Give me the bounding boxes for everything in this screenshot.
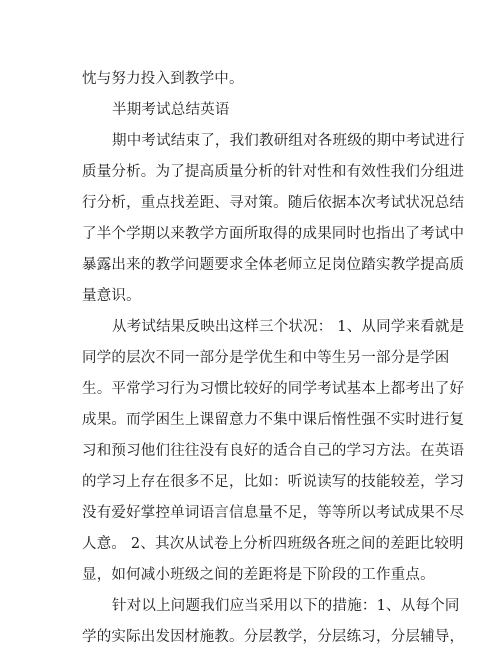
text-line: 忱与努力投入到教学中。 (82, 71, 244, 87)
paragraph-line: 从考试结果反映出这样三个状况： 1、从同学来看就是 (112, 319, 465, 335)
paragraph-line: 学的实际出发因材施教。分层教学，分层练习，分层辅导， (82, 629, 465, 645)
paragraph-line: 针对以上问题我们应当采用以下的措施：1、从每个同 (112, 598, 460, 614)
paragraph-line: 生。平常学习行为习惯比较好的同学考试基本上都考出了好 (82, 381, 465, 397)
paragraph-line: 习和预习他们往往没有良好的适合自己的学习方法。在英语 (82, 443, 465, 459)
paragraph-line: 了半个学期以来教学方面所取得的成果同时也指出了考试中 (82, 226, 465, 242)
paragraph-line: 成果。而学困生上课留意力不集中课后惰性强不实时进行复 (82, 412, 465, 428)
section-heading: 半期考试总结英语 (112, 102, 230, 118)
paragraph-line: 行分析，重点找差距、寻对策。随后依据本次考试状况总结 (82, 195, 465, 211)
paragraph-line: 没有爱好掌控单词语言信息量不足，等等所以考试成果不尽 (82, 505, 465, 521)
paragraph-line: 质量分析。为了提高质量分析的针对性和有效性我们分组进 (82, 164, 465, 180)
paragraph-line: 同学的层次不同一部分是学优生和中等生另一部分是学困 (82, 350, 450, 366)
paragraph-line: 显，如何减小班级之间的差距将是下阶段的工作重点。 (82, 567, 435, 583)
document-page (82, 68, 465, 648)
paragraph-line: 暴露出来的教学问题要求全体老师立足岗位踏实教学提高质 (82, 257, 465, 273)
paragraph-line: 量意识。 (82, 288, 141, 304)
paragraph-line: 期中考试结束了，我们教研组对各班级的期中考试进行 (112, 133, 465, 149)
paragraph-line: 人意。 2、其次从试卷上分析四班级各班之间的差距比较明 (82, 536, 464, 552)
paragraph-line: 的学习上存在很多不足，比如：听说读写的技能较差，学习 (82, 474, 465, 490)
